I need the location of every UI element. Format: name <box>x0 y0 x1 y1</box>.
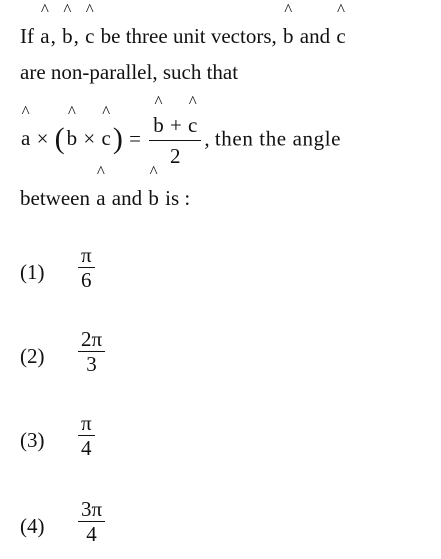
hat-symbol: ^ <box>67 102 76 122</box>
fraction-numerator: π <box>78 243 95 268</box>
vector-b: ^ b <box>66 102 78 151</box>
option-fraction <box>78 243 95 292</box>
and-word: and <box>299 24 331 48</box>
hat-symbol: ^ <box>96 162 105 181</box>
fraction-denominator: 4 <box>81 436 92 460</box>
and-word: and <box>111 186 143 210</box>
vector-b: ^ b <box>283 0 294 48</box>
is-text: is : <box>165 186 191 210</box>
vector-c: ^ c <box>336 0 346 48</box>
fraction-numerator: π <box>78 411 95 436</box>
hat-symbol: ^ <box>337 0 345 19</box>
hat-symbol: ^ <box>85 0 94 19</box>
fraction-denominator: 3 <box>86 352 97 376</box>
comma: , <box>204 126 210 151</box>
option-fraction <box>78 411 95 460</box>
vector-c: ^ c <box>101 102 111 151</box>
question-line-2: are non-parallel, such that <box>20 60 239 84</box>
question-text-1: be three unit vectors, <box>100 24 277 48</box>
vector-c: ^ c <box>85 0 95 48</box>
comma: , <box>50 24 56 48</box>
option-label: (1) <box>20 260 45 284</box>
cross-operator: × <box>83 126 96 151</box>
option-label: (4) <box>20 514 45 538</box>
question-text-3: then the angle <box>214 126 342 151</box>
hat-symbol: ^ <box>21 102 30 122</box>
plus-sign: + <box>169 113 182 137</box>
option-fraction <box>78 327 105 376</box>
if-word: If <box>20 24 34 48</box>
hat-symbol: ^ <box>63 0 72 19</box>
fraction-numerator <box>149 92 201 141</box>
vector-a: ^ a <box>21 102 31 151</box>
hat-symbol: ^ <box>40 0 49 19</box>
between-word: between <box>20 186 90 210</box>
vector-c: ^ c <box>188 92 198 137</box>
option-label: (2) <box>20 344 45 368</box>
left-paren: ( <box>54 122 65 156</box>
comma: , <box>73 24 79 48</box>
hat-symbol: ^ <box>188 92 197 111</box>
fraction-denominator: 4 <box>86 522 97 546</box>
fraction-denominator: 6 <box>81 268 92 292</box>
question-line-4 <box>20 162 191 216</box>
fraction-numerator: 3π <box>78 497 105 522</box>
vector-b: ^ b <box>148 162 159 210</box>
fraction-numerator: 2π <box>78 327 105 352</box>
hat-symbol: ^ <box>102 102 111 122</box>
option-label: (3) <box>20 428 45 452</box>
cross-operator: × <box>36 126 49 151</box>
vector-b: ^ b <box>62 0 73 48</box>
question-line-1 <box>20 0 347 54</box>
option-fraction <box>78 497 105 546</box>
hat-symbol: ^ <box>284 0 293 19</box>
right-paren: ) <box>112 122 123 156</box>
fraction-denominator: 2 <box>170 144 181 168</box>
equals-sign: = <box>129 126 141 151</box>
vector-a: ^ a <box>40 0 50 48</box>
question-line-3 <box>20 92 342 171</box>
vector-b: ^ b <box>153 92 164 137</box>
hat-symbol: ^ <box>154 92 163 111</box>
hat-symbol: ^ <box>149 162 158 181</box>
vector-a: ^ a <box>96 162 106 210</box>
